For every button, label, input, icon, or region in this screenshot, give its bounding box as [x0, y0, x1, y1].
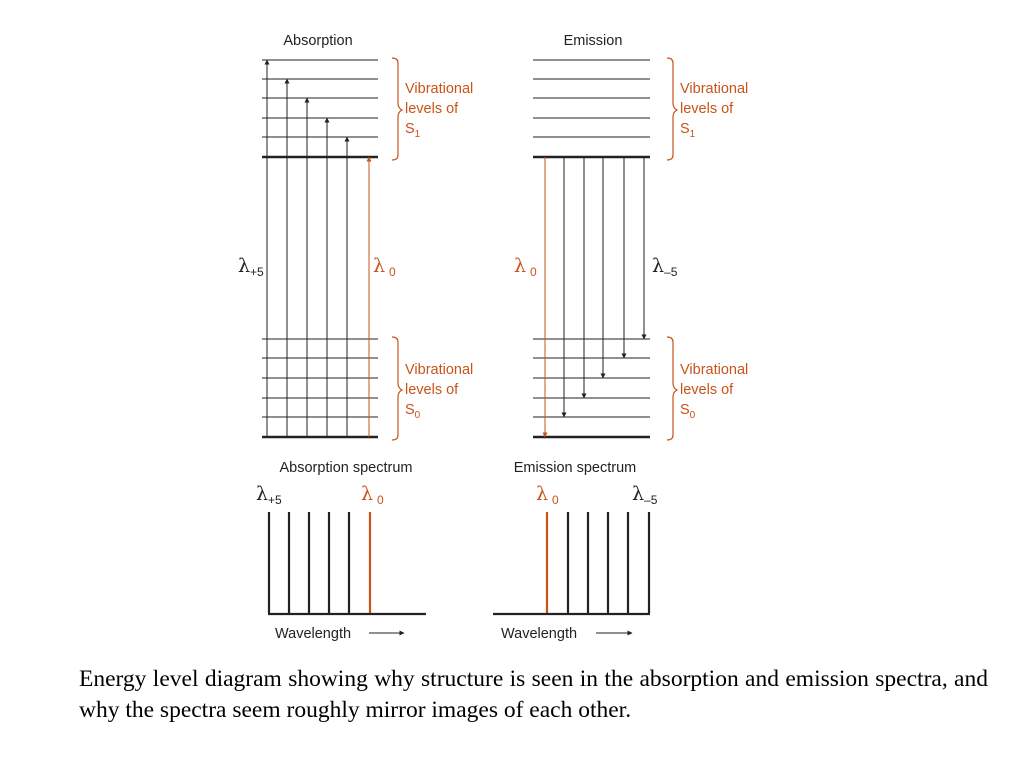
- figure-caption: Energy level diagram showing why structure is seen in the absorption and emission spectra, and why the spectra seem roughly mirror images of each other.: [79, 666, 988, 723]
- lower-bracket-label: Vibrational levels of $S_0$: [405, 362, 474, 421]
- spectrum-lambda-zero-label: λ $_0$: [536, 483, 559, 507]
- absorption-s0-levels: [262, 339, 378, 437]
- emission-panel: [514, 33, 752, 440]
- wavelength-axis-label: Wavelength: [275, 626, 352, 642]
- lower-bracket: [392, 337, 402, 440]
- emission-title: Emission: [563, 33, 623, 49]
- lower-bracket: [667, 337, 677, 440]
- absorption-panel: [238, 33, 477, 440]
- spectrum-lambda-plus5-label: $\lambda_{+5}$: [256, 483, 282, 507]
- lambda-plus5-label: $\lambda_{+5}$: [238, 255, 264, 279]
- emission-transitions: [545, 157, 644, 437]
- absorption-title: Absorption: [283, 33, 353, 49]
- spectrum-lambda-zero-label: λ $_0$: [361, 483, 384, 507]
- wavelength-axis-label: Wavelength: [501, 626, 578, 642]
- lower-bracket-label: Vibrational levels of $S_0$: [680, 362, 749, 421]
- emission-s1-levels: [533, 60, 650, 157]
- spectrum-lambda-minus5-label: $\lambda_{-5}$: [632, 483, 658, 507]
- spectrum-bars: [269, 512, 370, 613]
- absorption-spectrum: [256, 460, 426, 642]
- emission-s0-levels: [533, 339, 650, 437]
- absorption-s1-levels: [262, 60, 378, 157]
- emission-spectrum-title: Emission spectrum: [513, 460, 637, 476]
- lambda-minus5-label: $\lambda_{-5}$: [652, 255, 678, 279]
- lambda-zero-label: λ $_0$: [514, 255, 537, 279]
- absorption-transitions: [267, 60, 369, 437]
- upper-bracket-label: Vibrational levels of $S_1$: [680, 81, 749, 140]
- upper-bracket-label: Vibrational levels of $S_1$: [405, 81, 474, 140]
- spectrum-bars: [547, 512, 649, 613]
- emission-spectrum: [493, 460, 658, 642]
- lambda-zero-label: λ $_0$: [373, 255, 396, 279]
- upper-bracket: [392, 58, 402, 160]
- upper-bracket: [667, 58, 677, 160]
- absorption-spectrum-title: Absorption spectrum: [279, 460, 413, 476]
